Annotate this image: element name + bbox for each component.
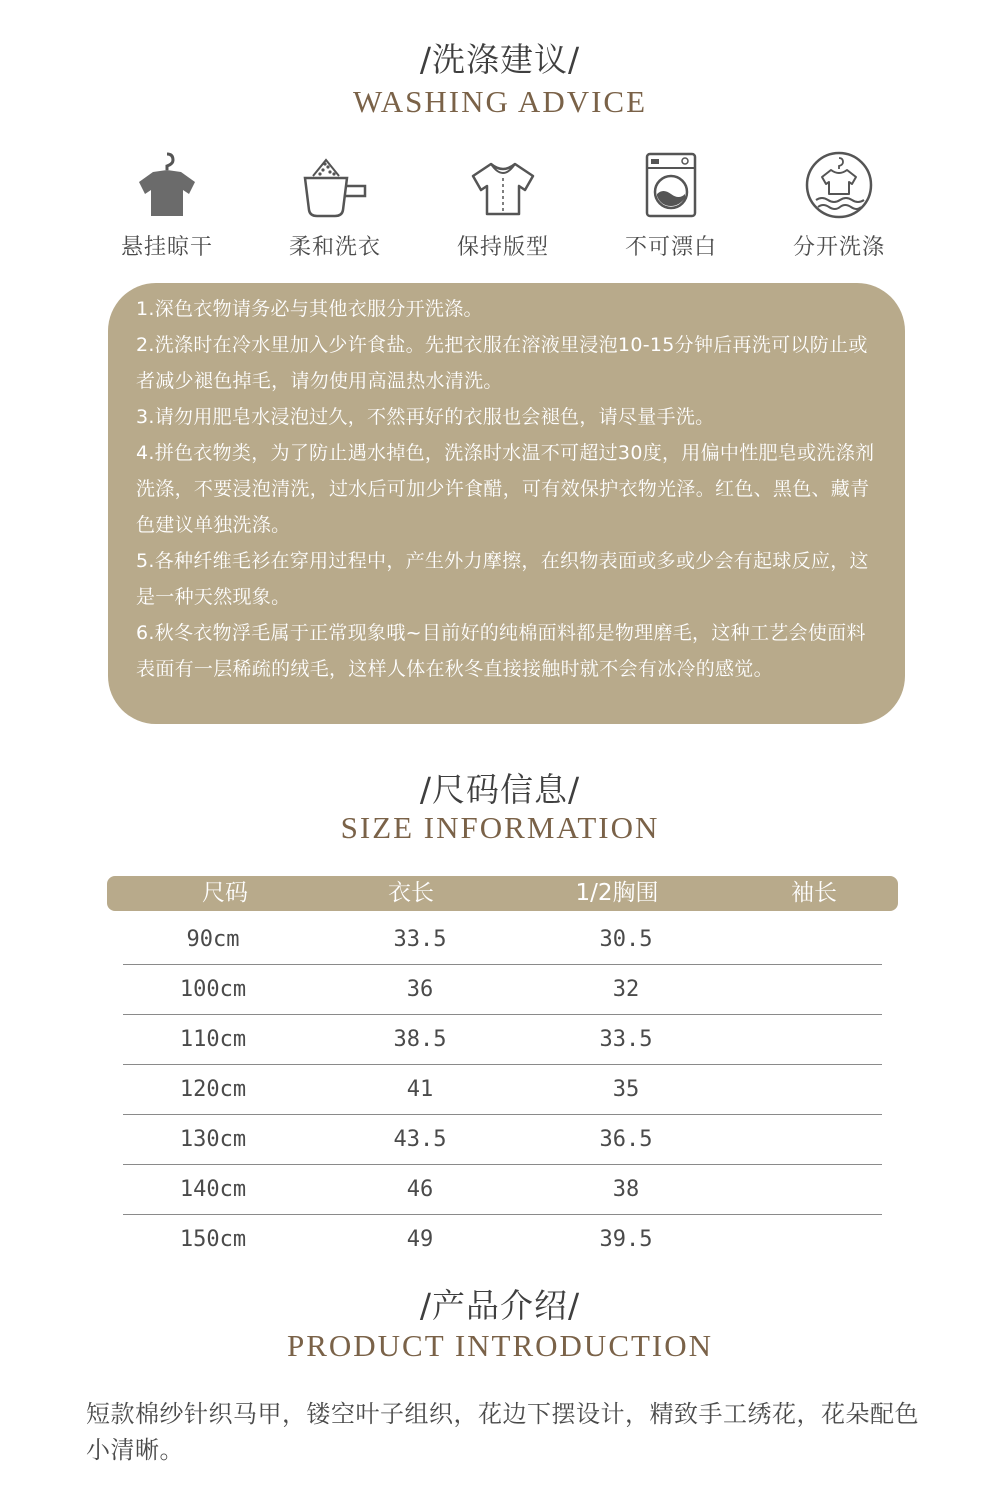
- washing-machine-icon: [641, 150, 701, 220]
- washing-title-en: WASHING ADVICE: [352, 84, 648, 119]
- cell-half-chest: 38: [612, 1177, 640, 1202]
- shirt-in-water-icon: [804, 150, 874, 220]
- care-label: 悬挂晾干: [120, 235, 213, 260]
- cell-length: 43.5: [393, 1127, 447, 1152]
- cell-size: 130cm: [179, 1127, 247, 1152]
- washing-note: 3.请勿用肥皂水浸泡过久，不然再好的衣服也会褪色，请尽量手洗。: [136, 406, 715, 428]
- cell-sleeve: [735, 1165, 895, 1215]
- cell-sleeve: [735, 965, 895, 1015]
- cell-length: 33.5: [393, 927, 447, 952]
- cell-half-chest: 36.5: [599, 1127, 653, 1152]
- table-row: [123, 1015, 882, 1065]
- cell-size: 90cm: [186, 927, 240, 952]
- table-row: [123, 915, 882, 965]
- cell-half-chest: 33.5: [599, 1027, 653, 1052]
- cell-half-chest: 35: [612, 1077, 640, 1102]
- cell-length: 38.5: [393, 1027, 447, 1052]
- table-row: [123, 1165, 882, 1215]
- table-row: [123, 1115, 882, 1165]
- header-size: 尺码: [202, 880, 248, 906]
- size-title-cn: /尺码信息/: [419, 770, 581, 809]
- cell-sleeve: [735, 1015, 895, 1065]
- cell-half-chest: 39.5: [599, 1227, 653, 1252]
- product-description: 短款棉纱针织马甲，镂空叶子组织，花边下摆设计，精致手工绣花，花朵配色小清晰。: [86, 1400, 919, 1464]
- care-label: 柔和洗衣: [288, 235, 381, 260]
- washing-note: 2.洗涤时在冷水里加入少许食盐。先把衣服在溶液里浸泡10-15分钟后再洗可以防止或者减少褪色掉毛，请勿使用高温热水清洗。: [136, 334, 868, 392]
- header-sleeve: 袖长: [791, 880, 837, 906]
- cell-size: 110cm: [179, 1027, 247, 1052]
- care-item-keep-shape: [418, 150, 588, 261]
- cell-size: 100cm: [179, 977, 247, 1002]
- cell-length: 36: [406, 977, 434, 1002]
- cell-length: 49: [406, 1227, 434, 1252]
- cell-sleeve: [735, 1215, 895, 1265]
- cell-sleeve: [735, 1065, 895, 1115]
- cell-size: 140cm: [179, 1177, 247, 1202]
- washing-title-cn: /洗涤建议/: [419, 40, 581, 79]
- cell-length: 46: [406, 1177, 434, 1202]
- cell-half-chest: 30.5: [599, 927, 653, 952]
- care-label: 不可漂白: [624, 235, 717, 260]
- cell-half-chest: 32: [612, 977, 640, 1002]
- cell-sleeve: [735, 915, 895, 965]
- cell-size: 150cm: [179, 1227, 247, 1252]
- shirt-outline-icon: [467, 150, 539, 220]
- hanging-shirt-icon: [135, 150, 199, 220]
- washing-note: 4.拼色衣物类，为了防止遇水掉色，洗涤时水温不可超过30度，用偏中性肥皂或洗涤剂洗涤，不要浸泡清洗，过水后可加少许食醋，可有效保护衣物光泽。红色、黑色、藏青色建议单独洗涤。: [136, 442, 875, 536]
- washing-note: 6.秋冬衣物浮毛属于正常现象哦~目前好的纯棉面料都是物理磨毛，这种工艺会使面料表面有一层稀疏的绒毛，这样人体在秋冬直接接触时就不会有冰冷的感觉。: [136, 622, 866, 680]
- washing-note: 5.各种纤维毛衫在穿用过程中，产生外力摩擦，在织物表面或多或少会有起球反应，这是一种天然现象。: [136, 550, 869, 608]
- product-title-cn: /产品介绍/: [419, 1286, 581, 1325]
- cell-size: 120cm: [179, 1077, 247, 1102]
- header-length: 衣长: [388, 880, 434, 906]
- table-row: [123, 1065, 882, 1115]
- care-label: 保持版型: [456, 235, 549, 260]
- care-item-hang-dry: [82, 150, 252, 261]
- table-row: [123, 1215, 882, 1265]
- care-icons-row: [0, 150, 1000, 270]
- cell-sleeve: [735, 1115, 895, 1165]
- washing-note: 1.深色衣物请务必与其他衣服分开洗涤。: [136, 298, 483, 320]
- header-half-chest: 1/2胸围: [575, 880, 659, 906]
- size-title-en: SIZE INFORMATION: [340, 810, 660, 845]
- product-title-en: PRODUCT INTRODUCTION: [286, 1328, 714, 1363]
- size-table-header: [107, 876, 898, 911]
- care-item-wash-separately: [754, 150, 924, 261]
- washing-notes-box: [108, 283, 905, 724]
- care-item-gentle-wash: [250, 150, 420, 261]
- care-label: 分开洗涤: [792, 235, 885, 260]
- cell-length: 41: [406, 1077, 434, 1102]
- detergent-scoop-icon: [299, 150, 371, 220]
- care-item-no-bleach: [586, 150, 756, 261]
- table-row: [123, 965, 882, 1015]
